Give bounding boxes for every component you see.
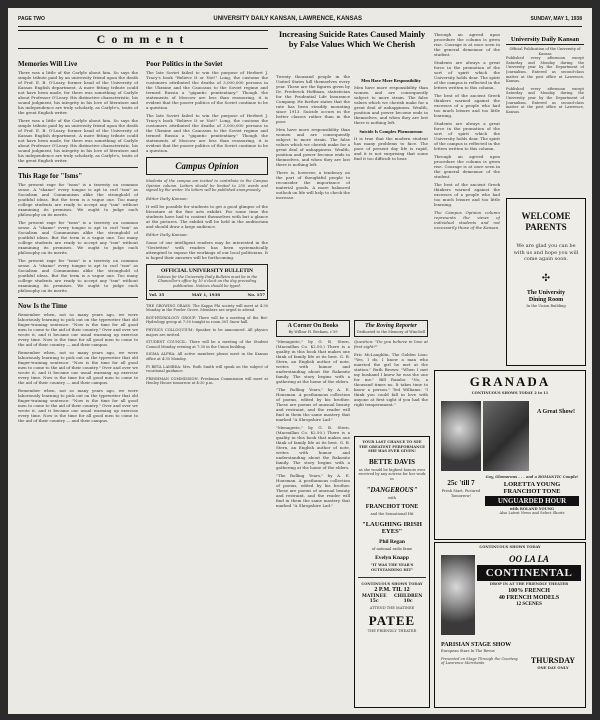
patee-line3: and the Sensational Hit [370,512,414,517]
welcome-place1: The University [526,289,566,296]
suicide-body-3: It is true that the modern student has many problems to face. The pace of present day life is rapid, and it is not surprising that some find it too difficult to bear. [354,136,428,161]
essay-body-2: Students are always a great force in the promotion of the sort of spirit which the University holds dear. The spirit of the campus is reflected in the letters written to this column. [434,60,500,90]
roving-answers: Eric McLaughlin, The Golden Lion: "Yes, I do. I know a man who married the girl he met at the station." Ruth Brown: "When I met my husband I knew he was the one for me." Bill Rambo: "No, a thousand times no. It takes time to know a person." Ted Williams: "I think you could fall in love with anyone at first sight if you had the right temperament." [354,351,428,407]
suicide-body-1b: Men have more responsibility than women and are consequently subject to more strain. The false values which we cherish make for a great deal of unhappiness. Wealth, position and power become ends in themselves, and when they are lost there is nothing left. [276,127,350,167]
bulletin-item: FRESHMAN COMMISSION: Freshman Commission will meet at Henley House tomorrow at 4:30 p.m. [146,376,268,386]
comment-banner-wrap [18,30,268,52]
essay-body-6: The best of the ancient Greek thinkers warned against the excesses of a people who had too much leisure and too little learning. [434,182,500,207]
essay-body-3: The best of the ancient Greek thinkers warned against the excesses of a people who had too much leisure and too little learning. [434,93,500,118]
continental-lang: 100% FRENCH [508,587,550,594]
bulletin-item: BOT-HYDROLOGY GROUP: There will be a meeting of the Bot-Hydrology group at 7:30 tonight in room 301 Snow hall. [146,315,268,325]
welcome-ad [506,198,586,366]
corner-body-4: "The Rolling Years," by A. E. Housman. A posthumous collection of poems, edited by his brother. These are poems of unusual beauty and restraint, and the reader will find in them the same mastery that marked "A Shropshire Lad." [276,472,350,508]
patee-line2: as she would be highest honors ever received by any actress for her work in [358,467,426,481]
welcome-place2: Dining Room [528,296,564,303]
isms-body-cont2: The present rage for "isms" is a travesty on common sense. A "shame" every tongue is apt to curl "ism" as Socialism and Communism alike the stronghold of youthful ideas. But the term is a vague one. Too many college students are ready to accept any "ism" without examining its premises. We ought to judge each philosophy on its merits. [18,258,138,293]
roving-reporter [354,320,428,432]
bulletin-number: No. 157 [247,291,265,297]
patee-star1: BETTE DAVIS [369,457,415,466]
patee-theater: PATEE [368,612,416,628]
suicide-body-1: Twenty thousand people in the United States kill themselves every year. These are the figures given by Dr. Frederick Hoffman, statistician for the Prudential Life Insurance Company. He further states that the rate has been steadily mounting since 1913. Suicide occurs in the better classes rather than in the poor. [276,74,350,124]
patee-film2: "LAUGHING IRISH EYES" [362,520,422,535]
masthead [506,32,584,202]
corner-box [276,320,350,337]
campus-opinion-title: Campus Opinion [175,161,239,171]
continental-tag: DROP IN AT THE FRIENDLY THEATER [489,582,569,586]
masthead-body-2: Published every afternoon except Saturday and Monday during the University year by the Department of Journalism. Entered as second-class matter at the post office at Lawrence, Kansas. [506,86,584,114]
poor-politics-body-cont: The late Soviet failed to win the purpose of Herbert J. Tracy's book "Believe It or Not!" Long, the customs the customers attributed the deaths of 3,000,000 persons in the Ukraine and the Caucasus to the Soviet regime and termed Russia a "gigantic penitentiary." Though the statements of Moscow are less than reassuring, it is evident that the poorer politics of the Soviet continue to be a question. [146,113,268,153]
welcome-title: WELCOME PARENTS [521,211,571,232]
isms-headline: This Rage for "Isms" [18,172,83,180]
granada-shows: CONTINUOUS SHOWS TODAY 2 to 11 [471,391,549,395]
patee-line1: YOUR LAST CHANCE TO SEE THE GREATEST PERFORMANCE SHE HAS EVER GIVEN! [358,440,426,454]
patee-film1: "DANGEROUS" [366,485,418,494]
bulletin-item: PI BETA LAMBDA: Mrs. Ruth Smith will speak on the subject of vocational guidance. [146,364,268,374]
patee-attend: ATTEND THE MATINEE [369,606,415,611]
page-header [18,14,582,27]
issue-date: SUNDAY, MAY 1, 1938 [530,16,582,22]
column-5 [434,32,500,368]
roving-subtitle: Dedicated to the Memory of Winchell [356,330,426,334]
bulletin-date: MAY 1, 1938 [191,291,221,297]
granada-bonus-wrap [533,405,579,417]
roving-question: Question: "Do you believe in love at first sight?" [354,338,428,349]
nowtime-body-cont2: Remember when, not so many years ago, we were laboriously learning to pick out on the typewriter that old finger-training sentence: "Now is the time for all good men to come to the aid of their country." Over and over we wrote it, and it became our usual warming up exercise every time. Now is the time for all good men to come to the aid of their country — and their campus. [18,388,138,423]
actress-photo [441,401,481,471]
continental-top: CONTINUOUS SHOWS TODAY [479,545,541,549]
bulletin-item: THE GROWING GRASS: The Kappa Phi society will meet at 4:30 Monday in the Fowler Grove. Members are urged to attend. [146,303,268,313]
continental-billing [477,553,581,608]
essay-body-4: Students are always a great force in the promotion of the sort of spirit which the University holds dear. The spirit of the campus is reflected in the letters written to this column. [434,121,500,151]
page-label: PAGE TWO [18,16,45,22]
corner-body: "Menagerie," by G. B. Stern. (Macmillan Co. $2.50.) There is a quality in this book that makes one think of family life at its best. G. B. Stern, an English author of note, writes with humor and understanding about the Rakonitz family. The story begins with a gathering at the home of the elders. [276,338,350,384]
patee-children: CHILDREN 10c [394,594,423,605]
column-3-top [276,74,350,314]
newspaper-page [8,8,592,714]
granada-name: GRANADA [469,374,551,389]
masthead-title: University Daily Kansan [506,36,584,45]
bulletin-item: STUDENT COUNCIL: There will be a meeting of the Student Council Monday evening at 7:30 in the Union building. [146,340,268,349]
column-2 [146,56,268,706]
masthead-subtitle: Official Publication of the University of Kansas [509,47,581,56]
continental-date [527,655,579,671]
continental-title2: CONTINENTAL [477,565,581,581]
granada-price: 25c 'till 7 [447,479,475,487]
continental-note: Presented on Stage Through the Courtesy of Lawrence Merchants [441,656,518,666]
paper-title: UNIVERSITY DAILY KANSAN, LAWRENCE, KANSAS [213,16,362,22]
corner-byline: By Wilbur H. Beckam, c'39 [288,330,338,334]
bulletin-item: PHYSICS COLLOQUIUM: Speaker to be announced. All physics majors are invited. [146,327,268,337]
bulletin-notice: Notices for the University Daily Bulletin must be in the Chancellor's office by 10 o'clock on the day preceding publication. Notices should be typed. [156,274,258,288]
continental-scenes: 12 SCENES [516,601,542,607]
campus-opinion-box [146,157,268,175]
granada-ad [434,370,586,540]
granada-price-wrap [441,475,481,498]
column-1 [18,56,138,706]
nowtime-headline: Now Is the Time [18,302,67,310]
granada-tagline: Gay, Glamorous . . . and a ROMANTIC Couple! [485,475,579,479]
letter2-opening: Editor Daily Kansan: [146,231,188,237]
continental-models: 40 FRENCH MODELS [498,594,560,601]
nowtime-body: Remember when, not so many years ago, we were laboriously learning to pick out on the typewriter that old finger-training sentence: "Now is the time for all good men to come to the aid of their country." Over and over we wrote it, and it became our usual warming up exercise every time. Now is the time for all good men to come to the aid of their country — and their campus. [18,312,138,347]
welcome-body: We are glad you can be with us and hope you will come again soon. [513,243,579,262]
patee-tagline: THE FRIENDLY THEATER [367,628,417,633]
patee-matinee: MATINEE 15c [361,594,387,605]
bulletin-title: OFFICIAL UNIVERSITY BULLETIN [160,267,254,274]
suicide-body-2: Men have more responsibility than women and are consequently subject to more strain. The false values which we cherish make for a great deal of unhappiness. Wealth, position and power become ends in themselves, and when they are lost there is nothing left. [354,85,428,125]
granada-stars: LORETTA YOUNG FRANCHOT TONE [503,480,561,495]
essay-body-1: Through an agreed upon procedure the column is given rise. Courage is at once seen in the general demeanor of the student. [434,32,500,57]
granada-film: UNGUARDED HOUR [485,496,579,506]
letter1-body: It will be possible for students to get a good glimpse of the literature at the fine arts exhibit. For some time the students have had to content themselves with but a glance at the pictures. The exhibit will be held in the auditorium and should draw a large audience. [146,203,268,229]
suicide-subhead-2: Suicide Is Complex Phenomenon [359,129,423,134]
corner-body-3: "Menagerie," by G. B. Stern. (Macmillan Co. $2.50.) There is a quality in this book that makes one think of family life at its best. G. B. Stern, an English author of note, writes with humor and understanding about the Rakonitz family. The story begins with a gathering at the home of the elders. [276,424,350,470]
bulletin-box [146,264,268,300]
bulletin-meta [149,290,265,297]
patee-star4: Evelyn Knapp [375,555,409,562]
continental-parisian: PARISIAN STAGE SHOW [441,642,512,648]
patee-line4: of national radio fame [371,546,413,551]
comment-banner: Comment [18,30,268,49]
continental-show [441,641,521,666]
isms-body-cont: The present rage for "isms" is a travesty on common sense. A "shame" every tongue is apt to curl "ism" as Socialism and Communism alike the stronghold of youthful ideas. But the term is a vague one. Too many college students are ready to accept any "ism" without examining its premises. We ought to judge each philosophy on its merits. [18,220,138,255]
patee-ad [354,436,430,708]
roving-title: The Roving Reporter [365,323,417,329]
suicide-body-1c: There is, however, a tendency on the part of thoughtful people to reconsider the importance of material goods. A more balanced outlook on life will help to check the increase. [276,170,350,200]
essay-body-5: Through an agreed upon procedure the column is given rise. Courage is at once seen in the general demeanor of the student. [434,154,500,179]
memories-body-cont: There was a little of the Carlyle about him. So says the simple tribute paid by an university friend upon the death of Prof. E. B. O'Leary, former head of the University of Kansas English department. A more fitting tribute could not have been made, for there was something of Carlyle about Professor O'Leary. His distinctive characteristic, his sound judgment, his integrity in his love of literature and his independence are truly scholarly, as Carlyle's, traits of the great English writer. [18,118,138,163]
continental-title1: OO LA LA [508,554,549,564]
campus-opinion-intro: Students of the campus are invited to contribute to the Campus Opinion column. Letters should be limited to 250 words and signed by the writer. No letters will be published anonymously. [146,179,268,193]
granada-with: with ROLAND YOUNG [509,506,555,511]
continental-ad [434,542,586,708]
suicide-headline-wrap [276,30,428,70]
welcome-place3: In the Union Building [526,303,566,308]
poor-politics-body: The late Soviet failed to win the purpose of Herbert J. Tracy's book "Believe It or Not!" Long, the customs the customers attributed the deaths of 3,000,000 persons in the Ukraine and the Caucasus to the Soviet regime and termed Russia a "gigantic penitentiary." Though the statements of Moscow are less than reassuring, it is evident that the poorer politics of the Soviet continue to be a question. [146,70,268,110]
masthead-body: Published every afternoon except Saturday and Monday during the University year by the Department of Journalism. Entered as second-class matter at the post office at Lawrence, Kansas. [506,56,584,84]
nowtime-body-cont: Remember when, not so many years ago, we were laboriously learning to pick out on the typewriter that old finger-training sentence: "Now is the time for all good men to come to the aid of their country." Over and over we wrote it, and it became our usual warming up exercise every time. Now is the time for all good men to come to the aid of their country — and their campus. [18,350,138,385]
patee-star2: FRANCHOT TONE [365,504,419,511]
suicide-subhead: Men Have More Responsibility [361,78,421,83]
continental-oneday: ONE DAY ONLY [537,666,569,670]
letter2-body: Some of our intelligent readers may be interested in the "Gestetten" with readers has been systematically attempted to expose the workings of our local politicians. It is hoped their answers will be forthcoming. [146,239,268,260]
isms-body: The present rage for "isms" is a travesty on common sense. A "shame" every tongue is apt to curl "ism" as Socialism and Communism alike the stronghold of youthful ideas. But the term is a vague one. Too many college students are ready to accept any "ism" without examining its premises. We ought to judge each philosophy on its merits. [18,182,138,217]
column-3-bottom [276,320,350,710]
corner-title: A Corner On Books [287,323,339,329]
actor-photo [483,401,529,471]
patee-prices [358,594,426,604]
corner-body-2: "The Rolling Years," by A. E. Housman. A posthumous collection of poems, edited by his brother. These are poems of unusual beauty and restraint, and the reader will find in them the same mastery that marked "A Shropshire Lad." [276,386,350,422]
bulletin-item: SIGMA ALPHA: All active members please meet in the Kansas office at 4:30 Monday. [146,352,268,361]
memories-headline: Memories Will Live [18,60,78,68]
pinwheel-icon: ✣ [541,272,551,284]
patee-star3: Phil Regan [379,538,405,545]
bulletin-vol: Vol. 35 [149,291,165,297]
suicide-headline: Increasing Suicide Rates Caused Mainly by False Values Which We Cherish [278,30,426,49]
column-4-top [354,74,428,314]
granada-bonus: A Great Show! [537,409,575,415]
granada-billing [485,475,579,516]
memories-body: There was a little of the Carlyle about him. So says the simple tribute paid by an university friend upon the death of Prof. E. B. O'Leary, former head of the University of Kansas English department. A more fitting tribute could not have been made, for there was something of Carlyle about Professor O'Leary. His distinctive characteristic, his sound judgment, his integrity in his love of literature and his independence are truly scholarly, as Carlyle's, traits of the great English writer. [18,70,138,115]
granada-price-note: Fresh Start, Pictured Tomorrow! [441,489,481,498]
granada-extra: Also Latest News and Select Shorts [499,511,565,516]
patee-line5: "IT WAS THE YEAR'S OUTSTANDING HIT" [370,563,414,572]
roving-box [354,320,428,337]
continental-sub: European Stars In The Revue [441,649,495,653]
poor-politics-headline: Poor Politics in the Soviet [146,60,223,68]
dancer-photo [441,555,475,635]
editor-note: The Campus Opinion column represents the views of individual students and not necessarily those of the Kansan. [434,210,500,230]
letter1-opening: Editor Daily Kansan: [146,195,188,201]
continental-thursday: THURSDAY [530,656,576,665]
patee-times: 2 P.M. TIL 12 [374,587,410,594]
patee-shows: CONTINUOUS SHOWS TODAY [361,581,423,586]
patee-with: with [388,495,396,500]
